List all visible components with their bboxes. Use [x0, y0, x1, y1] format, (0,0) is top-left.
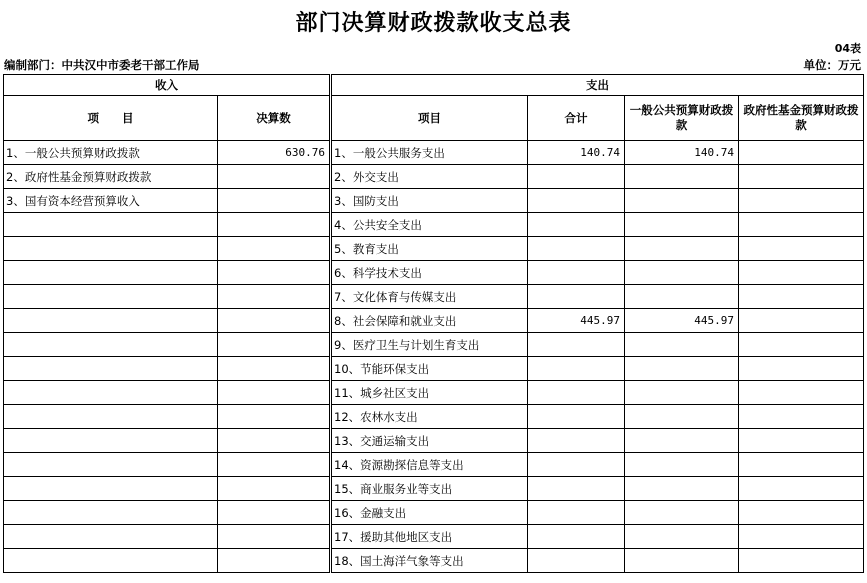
income-amount-cell [218, 213, 330, 237]
income-item-cell [4, 525, 218, 549]
total-cell [528, 333, 625, 357]
fund-budget-cell [739, 525, 864, 549]
general-budget-cell [625, 477, 739, 501]
general-budget-cell [625, 261, 739, 285]
income-amount-cell [218, 237, 330, 261]
income-item-cell [4, 549, 218, 573]
expense-item-cell: 3、国防支出 [332, 189, 528, 213]
expense-item-cell: 11、城乡社区支出 [332, 381, 528, 405]
table-row [4, 237, 864, 261]
income-amount-cell [218, 477, 330, 501]
table-row [4, 501, 864, 525]
total-cell [528, 501, 625, 525]
expense-item-cell: 5、教育支出 [332, 237, 528, 261]
general-budget-cell [625, 405, 739, 429]
general-budget-cell [625, 429, 739, 453]
fund-budget-cell [739, 549, 864, 573]
income-item-cell [4, 429, 218, 453]
income-amount-header: 决算数 [218, 96, 330, 141]
total-cell [528, 429, 625, 453]
income-item-cell [4, 477, 218, 501]
fund-budget-cell [739, 285, 864, 309]
expense-item-cell: 13、交通运输支出 [332, 429, 528, 453]
general-budget-cell [625, 285, 739, 309]
general-budget-cell: 140.74 [625, 141, 739, 165]
total-cell [528, 213, 625, 237]
general-budget-cell [625, 237, 739, 261]
expense-item-cell: 10、节能环保支出 [332, 357, 528, 381]
income-amount-cell [218, 189, 330, 213]
table-row [4, 213, 864, 237]
income-item-cell [4, 309, 218, 333]
fund-budget-cell [739, 357, 864, 381]
income-item-cell [4, 285, 218, 309]
fiscal-summary-table [3, 74, 864, 573]
total-cell: 445.97 [528, 309, 625, 333]
income-header: 收入 [4, 75, 330, 96]
expense-item-cell: 15、商业服务业等支出 [332, 477, 528, 501]
income-amount-cell [218, 501, 330, 525]
general-budget-cell [625, 357, 739, 381]
general-budget-cell [625, 165, 739, 189]
general-budget-header: 一般公共预算财政拨款 [625, 96, 739, 141]
income-item-cell [4, 381, 218, 405]
total-cell [528, 237, 625, 261]
expense-item-cell: 4、公共安全支出 [332, 213, 528, 237]
fund-budget-cell [739, 141, 864, 165]
table-row [4, 309, 864, 333]
income-item-cell [4, 453, 218, 477]
total-cell: 140.74 [528, 141, 625, 165]
expense-item-cell: 1、一般公共服务支出 [332, 141, 528, 165]
fund-budget-cell [739, 405, 864, 429]
income-amount-cell [218, 309, 330, 333]
income-item-cell: 1、一般公共预算财政拨款 [4, 141, 218, 165]
income-item-cell [4, 261, 218, 285]
income-amount-cell [218, 261, 330, 285]
table-row [4, 333, 864, 357]
fund-budget-cell [739, 237, 864, 261]
expense-item-cell: 18、国土海洋气象等支出 [332, 549, 528, 573]
table-row [4, 453, 864, 477]
expense-item-cell: 16、金融支出 [332, 501, 528, 525]
general-budget-cell [625, 525, 739, 549]
fund-budget-cell [739, 333, 864, 357]
table-row [4, 141, 864, 165]
income-item-cell [4, 213, 218, 237]
total-cell [528, 165, 625, 189]
form-number: 04表 [834, 42, 861, 55]
income-amount-cell [218, 165, 330, 189]
general-budget-cell [625, 549, 739, 573]
total-cell [528, 261, 625, 285]
fund-budget-header: 政府性基金预算财政拨款 [739, 96, 864, 141]
department-label: 编制部门：中共汉中市委老干部工作局 [4, 58, 200, 72]
table-row [4, 525, 864, 549]
general-budget-cell [625, 453, 739, 477]
income-item-cell [4, 333, 218, 357]
table-row [4, 405, 864, 429]
total-cell [528, 525, 625, 549]
general-budget-cell [625, 213, 739, 237]
general-budget-cell [625, 501, 739, 525]
general-budget-cell [625, 189, 739, 213]
fund-budget-cell [739, 309, 864, 333]
fund-budget-cell [739, 381, 864, 405]
fund-budget-cell [739, 429, 864, 453]
income-amount-cell [218, 333, 330, 357]
fund-budget-cell [739, 189, 864, 213]
income-item-cell [4, 501, 218, 525]
expense-item-cell: 6、科学技术支出 [332, 261, 528, 285]
income-amount-cell [218, 525, 330, 549]
income-item-cell [4, 357, 218, 381]
total-cell [528, 477, 625, 501]
income-amount-cell [218, 285, 330, 309]
fund-budget-cell [739, 453, 864, 477]
general-budget-cell [625, 381, 739, 405]
expense-header: 支出 [332, 75, 864, 96]
income-amount-cell [218, 381, 330, 405]
fund-budget-cell [739, 477, 864, 501]
expense-item-cell: 7、文化体育与传媒支出 [332, 285, 528, 309]
fund-budget-cell [739, 213, 864, 237]
table-row [4, 549, 864, 573]
expense-item-cell: 2、外交支出 [332, 165, 528, 189]
table-row [4, 357, 864, 381]
income-amount-cell [218, 453, 330, 477]
expense-item-cell: 8、社会保障和就业支出 [332, 309, 528, 333]
fund-budget-cell [739, 261, 864, 285]
income-item-header: 项 目 [4, 96, 218, 141]
table-row [4, 477, 864, 501]
income-item-cell [4, 405, 218, 429]
fund-budget-cell [739, 165, 864, 189]
total-cell [528, 405, 625, 429]
income-amount-cell [218, 549, 330, 573]
income-amount-cell [218, 429, 330, 453]
table-row [4, 285, 864, 309]
total-cell [528, 381, 625, 405]
table-row [4, 429, 864, 453]
expense-item-header: 项目 [332, 96, 528, 141]
expense-item-cell: 9、医疗卫生与计划生育支出 [332, 333, 528, 357]
income-amount-cell [218, 357, 330, 381]
table-row [4, 165, 864, 189]
table-row [4, 381, 864, 405]
general-budget-cell [625, 333, 739, 357]
total-cell [528, 453, 625, 477]
expense-item-cell: 17、援助其他地区支出 [332, 525, 528, 549]
income-amount-cell [218, 405, 330, 429]
table-row [4, 189, 864, 213]
fund-budget-cell [739, 501, 864, 525]
total-cell [528, 357, 625, 381]
table-row [4, 261, 864, 285]
income-item-cell: 2、政府性基金预算财政拨款 [4, 165, 218, 189]
income-item-cell: 3、国有资本经营预算收入 [4, 189, 218, 213]
total-cell [528, 549, 625, 573]
expense-item-cell: 14、资源勘探信息等支出 [332, 453, 528, 477]
page-title: 部门决算财政拨款收支总表 [295, 10, 572, 36]
total-cell [528, 189, 625, 213]
total-header: 合计 [528, 96, 625, 141]
general-budget-cell: 445.97 [625, 309, 739, 333]
unit-label: 单位：万元 [803, 58, 861, 72]
income-item-cell [4, 237, 218, 261]
expense-item-cell: 12、农林水支出 [332, 405, 528, 429]
income-amount-cell: 630.76 [218, 141, 330, 165]
total-cell [528, 285, 625, 309]
